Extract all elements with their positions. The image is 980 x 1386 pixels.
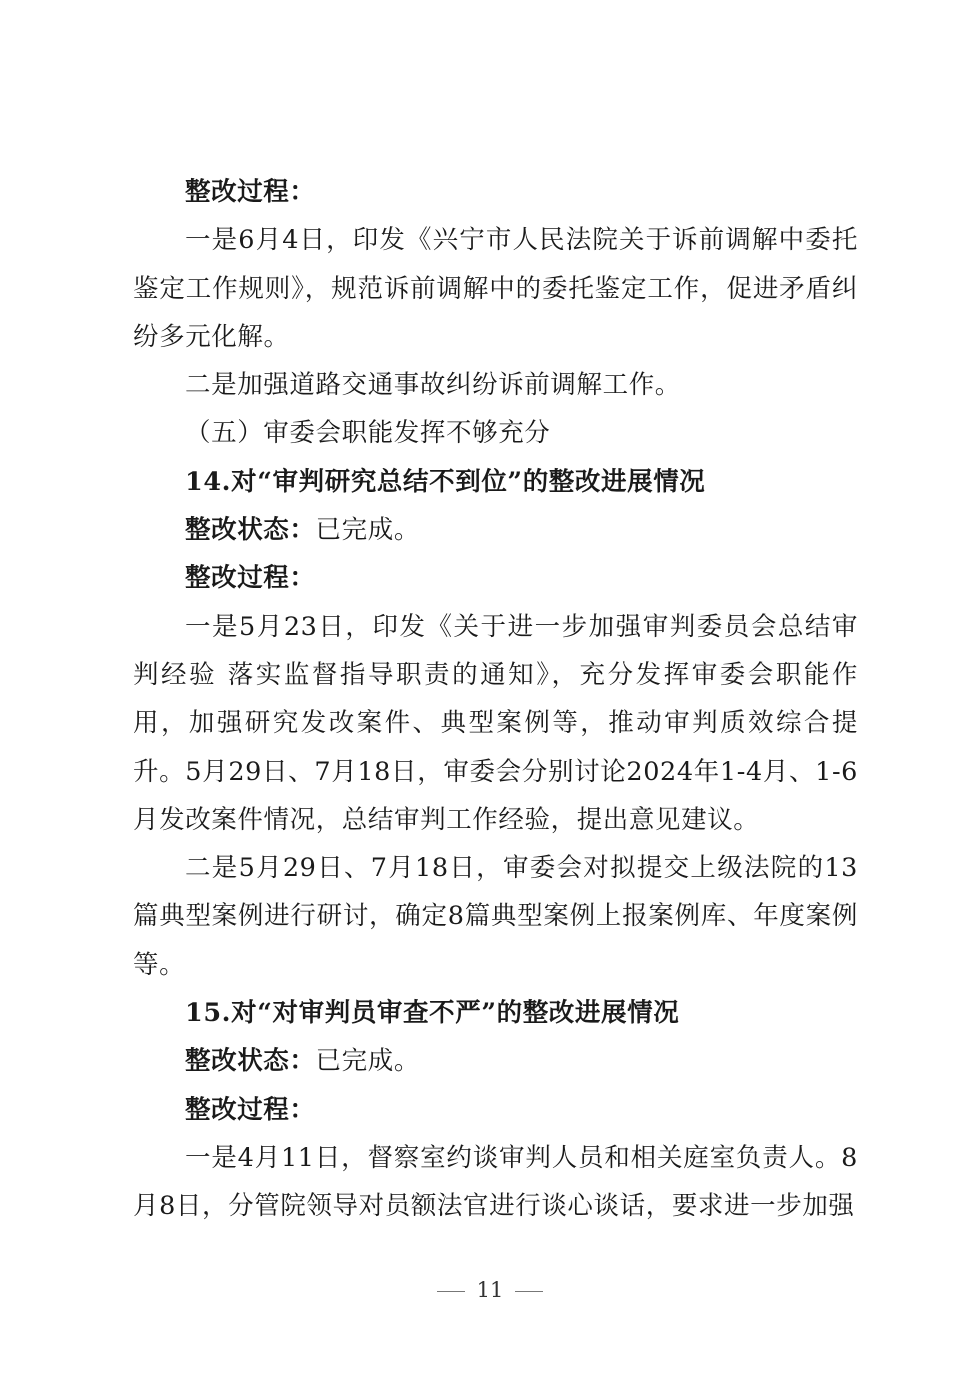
page-footer (0, 1278, 980, 1302)
body-paragraph: 二是5月29日、7月18日，审委会对拟提交上级法院的13篇典型案例进行研讨，确定8篇典型案例上报案例库、年度案例等。 (133, 853, 858, 980)
page-number: 11 (476, 1278, 504, 1302)
item-heading: 15.对“对审判员审查不严”的整改进展情况 (185, 998, 680, 1029)
status-label: 整改状态： (185, 1046, 316, 1077)
item-heading: 14.对“审判研究总结不到位”的整改进展情况 (185, 466, 706, 497)
section-label-text: 整改过程： (185, 177, 316, 207)
section-label (133, 168, 858, 216)
body-paragraph: 一是6月4日，印发《兴宁市人民法院关于诉前调解中委托鉴定工作规则》，规范诉前调解中的委托鉴定工作，促进矛盾纠纷多元化解。 (133, 225, 858, 352)
body-paragraph: 一是5月23日，印发《关于进一步加强审判委员会总结审判经验 落实监督指导职责的通知》，充分发挥审委会职能作用，加强研究发改案件、典型案例等，推动审判质效综合提升。5月29日、7月18日，审委会分别讨论2024年1-4月、1-6月发改案件情况，总结审判工作经验，提出意见建议。 (133, 611, 858, 835)
document-body (133, 168, 858, 1231)
section-label (133, 1086, 858, 1134)
status-line (133, 506, 858, 554)
status-line (133, 1037, 858, 1085)
section-label (133, 554, 858, 602)
body-paragraph: （五）审委会职能发挥不够充分 (185, 418, 551, 449)
status-label: 整改状态： (185, 515, 316, 546)
footer-dash-right (515, 1291, 543, 1292)
section-label-text: 整改过程： (185, 1094, 316, 1125)
status-value: 已完成。 (315, 515, 420, 546)
section-label-text: 整改过程： (185, 563, 316, 594)
footer-dash-left (437, 1291, 465, 1292)
status-value: 已完成。 (315, 1046, 420, 1077)
body-paragraph: 一是4月11日，督察室约谈审判人员和相关庭室负责人。8月8日，分管院领导对员额法官进行谈心谈话，要求进一步加强 (133, 1142, 858, 1222)
body-paragraph: 二是加强道路交通事故纠纷诉前调解工作。 (185, 370, 681, 401)
